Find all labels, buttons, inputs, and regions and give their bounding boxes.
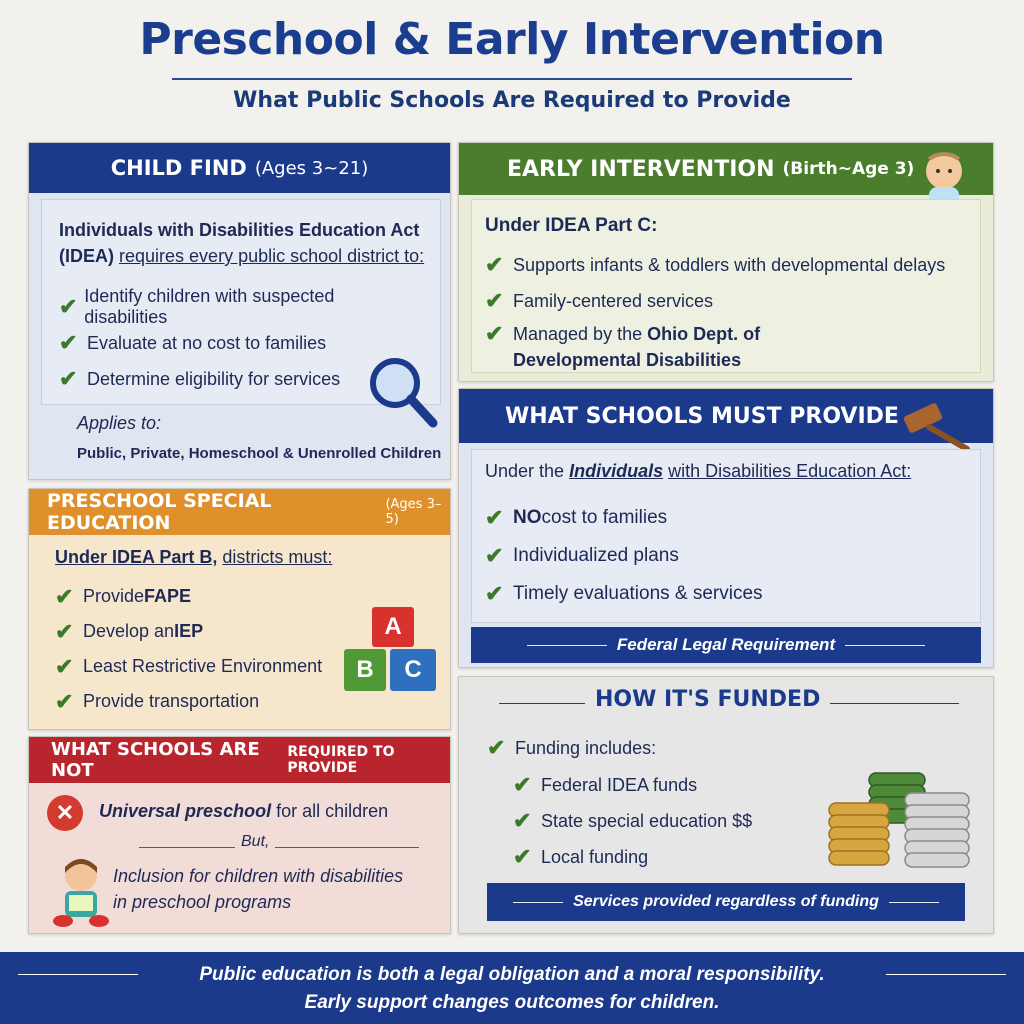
page-subtitle: What Public Schools Are Required to Provide: [233, 88, 791, 113]
block-a: A: [372, 607, 414, 647]
check-icon: ✔: [485, 505, 504, 530]
block-c: C: [390, 649, 436, 691]
not-required-title-b: REQUIRED TO PROVIDE: [287, 744, 395, 776]
child-find-title: CHILD FIND: [110, 156, 247, 180]
list-item: ✔ Provide FAPE: [55, 583, 192, 609]
child-reading-icon: [49, 855, 113, 929]
not-required-header: [29, 737, 450, 783]
funding-title: HOW IT'S FUNDED: [585, 687, 830, 712]
child-find-list: [59, 286, 389, 397]
check-icon: ✔: [487, 735, 506, 760]
abc-blocks-icon: [344, 607, 444, 691]
preschool-sped-panel: [28, 488, 451, 730]
list-item: ✔ Federal IDEA funds: [513, 772, 698, 797]
but-divider: [139, 847, 419, 848]
early-intervention-title: EARLY INTERVENTION: [507, 156, 775, 182]
must-provide-title: WHAT SCHOOLS MUST PROVIDE: [505, 403, 899, 429]
check-icon: ✔: [55, 583, 74, 609]
check-icon: ✔: [55, 618, 74, 644]
list-item: ✔ State special education $$: [513, 808, 753, 833]
inclusion-text: Inclusion for children with disabilities in preschool programs: [113, 866, 404, 912]
funding-panel: [458, 676, 994, 934]
preschool-sped-intro: Under IDEA Part B, districts must:: [55, 547, 333, 567]
check-icon: ✔: [55, 653, 74, 679]
footer-line-2: Early support changes outcomes for children.: [304, 992, 720, 1013]
funding-intro: ✔ Funding includes:: [487, 735, 657, 760]
check-icon: ✔: [485, 288, 504, 313]
list-item: ✔ Supports infants & toddlers with developmental delays: [485, 252, 946, 277]
magnifying-glass-icon: [365, 353, 441, 433]
early-intervention-intro: Under IDEA Part C:: [485, 215, 658, 236]
early-intervention-ages: (Birth~Age 3): [782, 159, 915, 179]
list-item: ✔ Determine eligibility for services: [59, 366, 341, 391]
list-item: ✔ Identify children with suspected disabilities: [59, 286, 335, 327]
check-icon: ✔: [55, 688, 74, 714]
check-icon: ✔: [513, 808, 532, 833]
child-find-header: [29, 143, 450, 193]
footer-line-1: Public education is both a legal obligation and a moral responsibility.: [199, 964, 825, 985]
list-item: ✔ Develop an IEP: [55, 618, 204, 644]
check-icon: ✔: [485, 252, 504, 277]
check-icon: ✔: [513, 772, 532, 797]
check-icon: ✔: [59, 330, 78, 355]
early-intervention-panel: [458, 142, 994, 382]
x-circle-icon: ✕: [47, 795, 83, 831]
not-required-title-a: WHAT SCHOOLS ARE NOT: [51, 739, 260, 781]
check-icon: ✔: [485, 321, 504, 346]
child-find-intro-bold: Individuals with Disabilities Education Act (IDEA): [59, 220, 420, 266]
check-icon: ✔: [485, 543, 504, 568]
preschool-sped-title: PRESCHOOL SPECIAL EDUCATION: [47, 490, 272, 534]
must-provide-intro: Under the Individuals with Disabilities Education Act:: [485, 461, 912, 481]
list-item: ✔ Evaluate at no cost to families: [59, 330, 327, 355]
child-find-ages: (Ages 3~21): [254, 157, 369, 179]
funding-banner: Services provided regardless of funding: [487, 883, 965, 921]
block-b: B: [344, 649, 386, 691]
not-required-panel: [28, 736, 451, 934]
applies-label: Applies to:: [77, 413, 162, 433]
preschool-sped-ages: (Ages 3–5): [385, 497, 442, 527]
preschool-sped-header: [29, 489, 450, 535]
check-icon: ✔: [59, 366, 78, 391]
check-icon: ✔: [513, 844, 532, 869]
child-find-intro-rest: requires every public school district to:: [119, 246, 425, 266]
footer: [0, 952, 1024, 1024]
child-find-intro: [59, 217, 439, 269]
title-divider: [172, 78, 852, 80]
list-item: ✔ Least Restrictive Environment: [55, 653, 323, 679]
check-icon: ✔: [485, 581, 504, 606]
list-item: ✔ NO cost to families: [485, 505, 668, 530]
early-intervention-list: [485, 247, 985, 319]
list-item: ✔ Local funding: [513, 844, 649, 869]
list-item: ✔ Timely evaluations & services: [485, 581, 763, 606]
must-provide-list: [485, 499, 985, 613]
child-find-panel: [28, 142, 451, 480]
but-label: But,: [235, 833, 275, 851]
preschool-sped-list: [55, 579, 355, 719]
list-item: ✔ Family-centered services: [485, 288, 714, 313]
not-required-item: Universal preschool for all children: [99, 801, 389, 821]
list-item: ✔ Provide transportation: [55, 688, 260, 714]
page-title: Preschool & Early Intervention: [139, 14, 885, 65]
funding-list: [513, 767, 833, 875]
applies-value: Public, Private, Homeschool & Unenrolled Children: [77, 445, 442, 462]
list-item: ✔ Individualized plans: [485, 543, 679, 568]
early-intervention-managed: ✔ Managed by the Ohio Dept. of Developmental Disabilities: [485, 321, 985, 373]
check-icon: ✔: [59, 294, 78, 319]
coin-stacks-icon: [825, 763, 975, 873]
federal-requirement-banner: Federal Legal Requirement: [471, 627, 981, 663]
must-provide-panel: [458, 388, 994, 668]
